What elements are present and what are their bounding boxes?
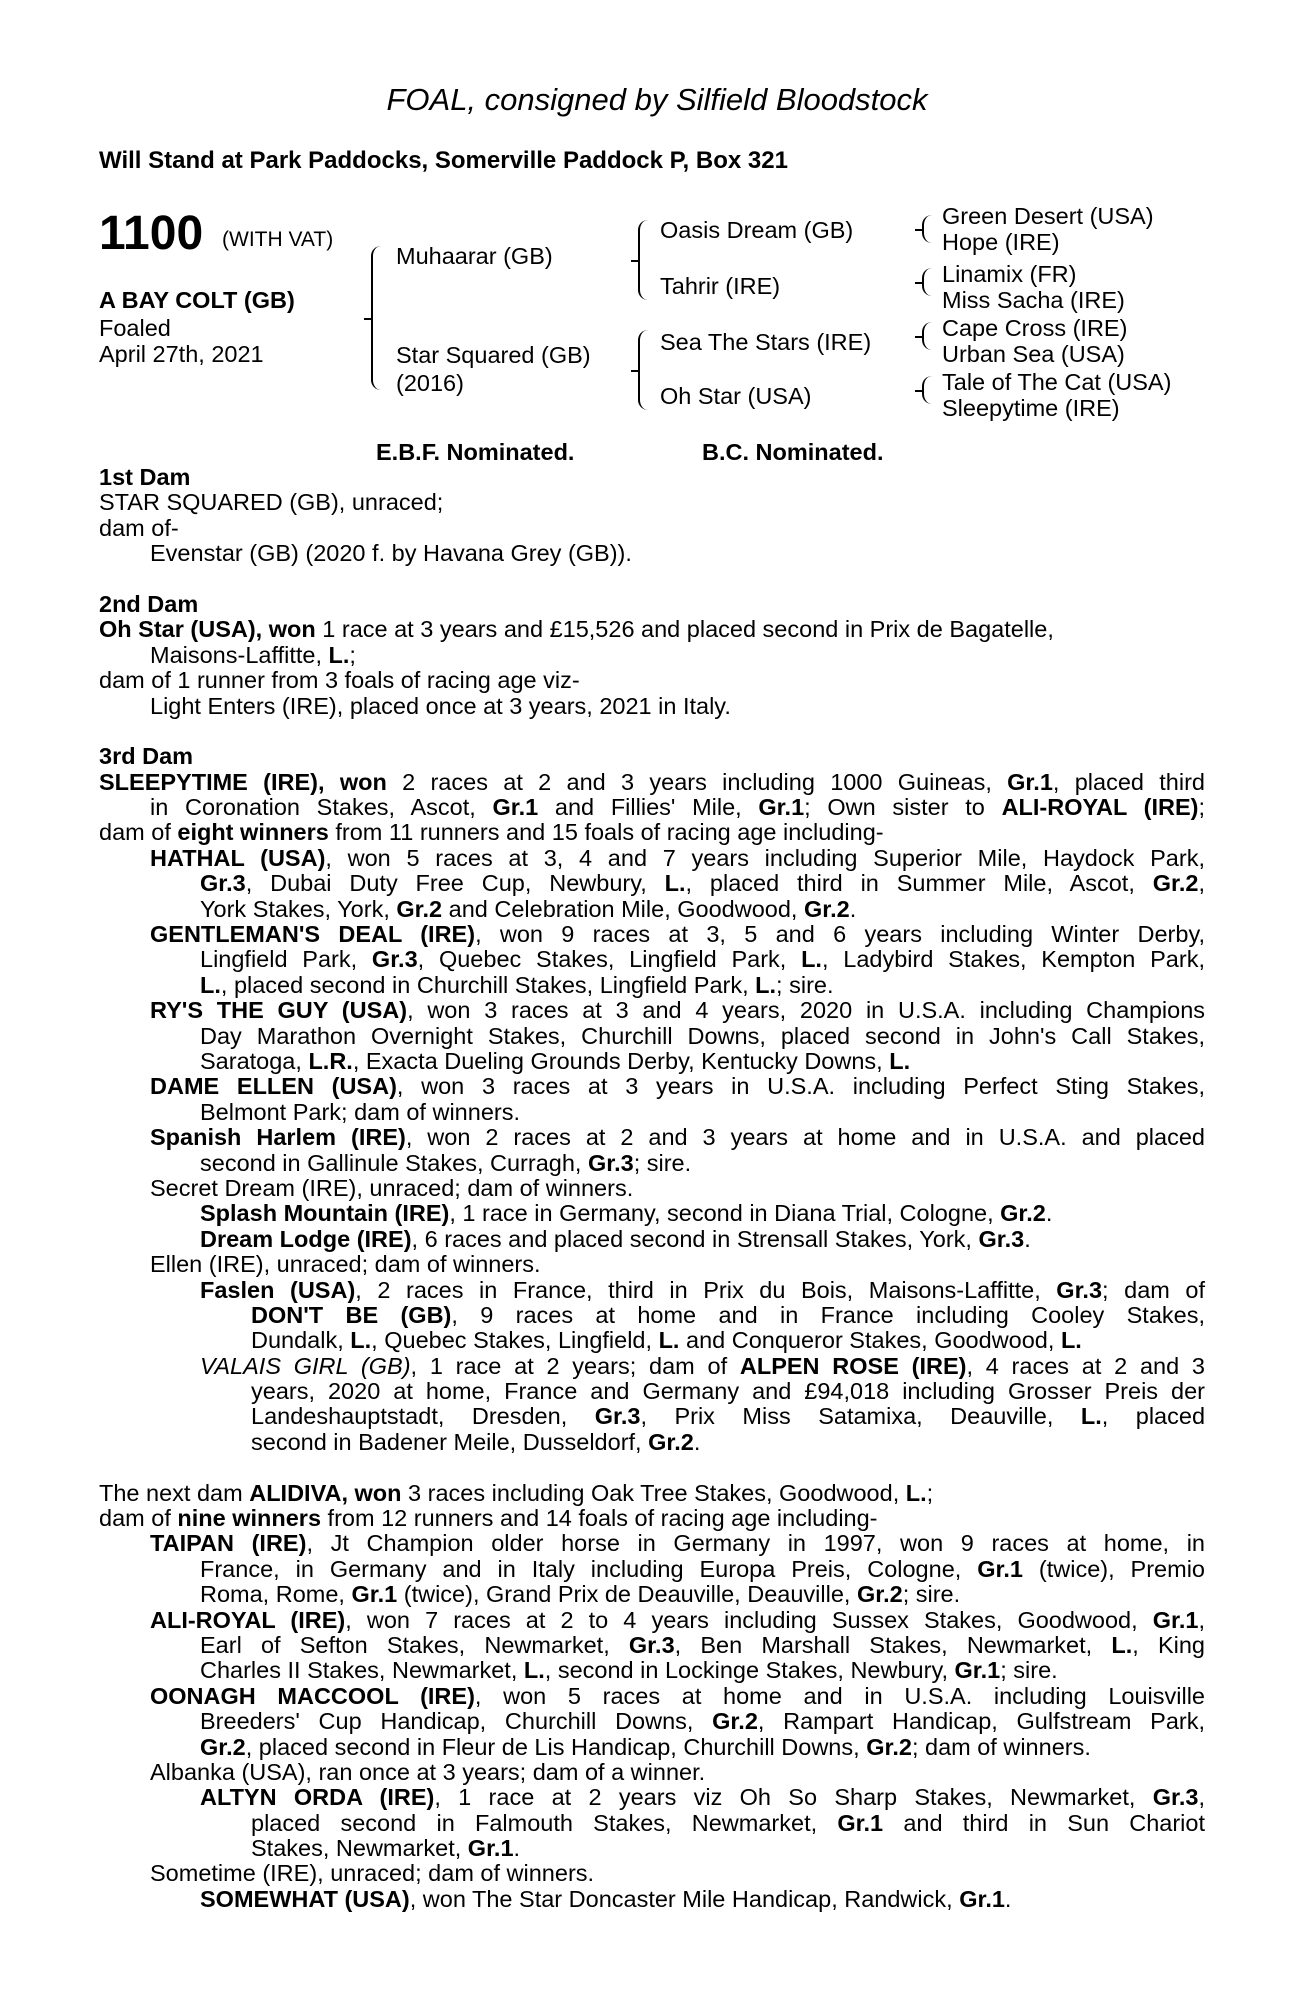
produce-entry: Gr.3, Dubai Duty Free Cup, Newbury, L., placed third in Summer Mile, Ascot, Gr.2, <box>200 870 1205 897</box>
produce-entry: L., placed second in Churchill Stakes, Lingfield Park, L.; sire. <box>200 971 834 998</box>
produce-entry: Day Marathon Overnight Stakes, Churchill Downs, placed second in John's Call Stakes, <box>200 1022 1205 1049</box>
produce-entry: ALTYN ORDA (IRE), 1 race at 2 years viz Oh So Sharp Stakes, Newmarket, Gr.3, <box>200 1784 1205 1811</box>
second-dam-line: Oh Star (USA), won 1 race at 3 years and £15,526 and placed second in Prix de Bagatelle, <box>99 616 1054 643</box>
catalogue-body <box>99 465 1205 1912</box>
produce-entry: Saratoga, L.R., Exacta Dueling Grounds Derby, Kentucky Downs, L. <box>200 1047 911 1074</box>
produce-entry: Belmont Park; dam of winners. <box>200 1098 520 1125</box>
lot-name: A BAY COLT (GB) <box>99 287 295 313</box>
produce-entry: TAIPAN (IRE), Jt Champion older horse in Germany in 1997, won 9 races at home, in <box>150 1530 1205 1557</box>
pedigree-sire-dam: Tahrir (IRE) <box>660 273 781 299</box>
produce-entry: Roma, Rome, Gr.1 (twice), Grand Prix de Deauville, Deauville, Gr.2; sire. <box>200 1581 961 1608</box>
pedigree-dam: Star Squared (GB) <box>396 342 591 368</box>
produce-entry: York Stakes, York, Gr.2 and Celebration Mile, Goodwood, Gr.2. <box>200 895 857 922</box>
second-dam-heading: 2nd Dam <box>99 590 199 617</box>
produce-entry: ALI-ROYAL (IRE), won 7 races at 2 to 4 years including Sussex Stakes, Goodwood, Gr.1, <box>150 1606 1205 1633</box>
lot-number: 1100 <box>99 207 204 260</box>
next-dam-line: dam of nine winners from 12 runners and 14 foals of racing age including- <box>99 1505 878 1532</box>
first-dam-produce: Evenstar (GB) (2020 f. by Havana Grey (GB)). <box>150 540 632 567</box>
produce-entry: second in Gallinule Stakes, Curragh, Gr.3; sire. <box>200 1149 692 1176</box>
produce-entry: placed second in Falmouth Stakes, Newmarket, Gr.1 and third in Sun Chariot <box>251 1809 1205 1836</box>
produce-entry: Earl of Sefton Stakes, Newmarket, Gr.3, Ben Marshall Stakes, Newmarket, L., King <box>200 1631 1205 1658</box>
pedigree-brace-ss <box>922 215 936 243</box>
produce-entry: Gr.2, placed second in Fleur de Lis Handicap, Churchill Downs, Gr.2; dam of winners. <box>200 1733 1091 1760</box>
produce-entry: SOMEWHAT (USA), won The Star Doncaster Mile Handicap, Randwick, Gr.1. <box>200 1885 1012 1912</box>
pedigree-dds: Tale of The Cat (USA) <box>942 369 1172 395</box>
third-dam-line: dam of eight winners from 11 runners and 15 foals of racing age including- <box>99 819 884 846</box>
vat-note: (WITH VAT) <box>222 228 334 251</box>
pedigree-ssd: Hope (IRE) <box>942 229 1060 255</box>
pedigree-sss: Green Desert (USA) <box>942 203 1154 229</box>
second-dam-produce: Light Enters (IRE), placed once at 3 years, 2021 in Italy. <box>150 692 731 719</box>
pedigree-dam-sire: Sea The Stars (IRE) <box>660 329 872 355</box>
next-dam-line: The next dam ALIDIVA, won 3 races including Oak Tree Stakes, Goodwood, L.; <box>99 1479 934 1506</box>
third-dam-line: SLEEPYTIME (IRE), won 2 races at 2 and 3 years including 1000 Guineas, Gr.1, placed third <box>99 768 1205 795</box>
produce-entry: Ellen (IRE), unraced; dam of winners. <box>150 1251 541 1278</box>
produce-entry: Dream Lodge (IRE), 6 races and placed second in Strensall Stakes, York, Gr.3. <box>200 1225 1031 1252</box>
second-dam-line: dam of 1 runner from 3 foals of racing age viz- <box>99 667 580 694</box>
produce-entry: Splash Mountain (IRE), 1 race in Germany, second in Diana Trial, Cologne, Gr.2. <box>200 1200 1053 1227</box>
pedigree-dam-year: (2016) <box>396 370 464 396</box>
pedigree-brace-dam <box>638 330 652 410</box>
produce-entry: Charles II Stakes, Newmarket, L., second in Lockinge Stakes, Newbury, Gr.1; sire. <box>200 1657 1058 1684</box>
pedigree-sire: Muhaarar (GB) <box>396 243 553 269</box>
pedigree-sds: Linamix (FR) <box>942 261 1077 287</box>
produce-entry: DON'T BE (GB), 9 races at home and in France including Cooley Stakes, <box>251 1301 1205 1328</box>
produce-entry: Dundalk, L., Quebec Stakes, Lingfield, L. and Conqueror Stakes, Goodwood, L. <box>251 1327 1082 1354</box>
first-dam-heading: 1st Dam <box>99 464 191 490</box>
pedigree-brace-ds <box>922 322 936 350</box>
first-dam-line: dam of- <box>99 514 179 541</box>
produce-entry: Sometime (IRE), unraced; dam of winners. <box>150 1860 595 1887</box>
pedigree-dsd: Urban Sea (USA) <box>942 341 1125 367</box>
produce-entry: years, 2020 at home, France and Germany and £94,018 including Grosser Preis der <box>251 1378 1205 1405</box>
produce-entry: Spanish Harlem (IRE), won 2 races at 2 and 3 years at home and in U.S.A. and placed <box>150 1124 1205 1151</box>
pedigree-ddd: Sleepytime (IRE) <box>942 395 1120 421</box>
pedigree-brace-sire <box>638 220 652 300</box>
produce-entry: HATHAL (USA), won 5 races at 3, 4 and 7 years including Superior Mile, Haydock Park, <box>150 844 1205 871</box>
pedigree-dam-dam: Oh Star (USA) <box>660 383 812 409</box>
pedigree-dss: Cape Cross (IRE) <box>942 315 1128 341</box>
pedigree-brace-main <box>371 246 385 390</box>
consignor-title: FOAL, consigned by Silfield Bloodstock <box>386 82 928 117</box>
produce-entry: Stakes, Newmarket, Gr.1. <box>251 1835 521 1862</box>
produce-entry: OONAGH MACCOOL (IRE), won 5 races at home and in U.S.A. including Louisville <box>150 1682 1205 1709</box>
pedigree-brace-dd <box>922 376 936 404</box>
ebf-nomination: E.B.F. Nominated. <box>376 439 575 465</box>
pedigree-sdd: Miss Sacha (IRE) <box>942 287 1125 313</box>
produce-entry: Landeshauptstadt, Dresden, Gr.3, Prix Miss Satamixa, Deauville, L., placed <box>251 1403 1206 1430</box>
produce-entry: second in Badener Meile, Dusseldorf, Gr.2. <box>251 1428 701 1455</box>
produce-entry: Breeders' Cup Handicap, Churchill Downs, Gr.2, Rampart Handicap, Gulfstream Park, <box>200 1708 1205 1735</box>
produce-entry: Secret Dream (IRE), unraced; dam of winners. <box>150 1174 634 1201</box>
bc-nomination: B.C. Nominated. <box>702 439 884 465</box>
second-dam-line: Maisons-Laffitte, L.; <box>150 641 356 668</box>
first-dam-line: STAR SQUARED (GB), unraced; <box>99 489 444 516</box>
produce-entry: GENTLEMAN'S DEAL (IRE), won 9 races at 3, 5 and 6 years including Winter Derby, <box>150 921 1205 948</box>
produce-entry: VALAIS GIRL (GB), 1 race at 2 years; dam of ALPEN ROSE (IRE), 4 races at 2 and 3 <box>200 1352 1205 1379</box>
produce-entry: DAME ELLEN (USA), won 3 races at 3 years in U.S.A. including Perfect Sting Stakes, <box>150 1073 1206 1100</box>
pedigree-sire-sire: Oasis Dream (GB) <box>660 217 854 243</box>
pedigree-brace-sd <box>922 268 936 296</box>
third-dam-line: in Coronation Stakes, Ascot, Gr.1 and Fillies' Mile, Gr.1; Own sister to ALI-ROYAL (IRE); <box>150 794 1205 821</box>
produce-entry: Lingfield Park, Gr.3, Quebec Stakes, Lingfield Park, L., Ladybird Stakes, Kempton Park, <box>200 946 1205 973</box>
produce-entry: Albanka (USA), ran once at 3 years; dam of a winner. <box>150 1758 706 1785</box>
stand-location: Will Stand at Park Paddocks, Somerville Paddock P, Box 321 <box>99 147 788 174</box>
produce-entry: RY'S THE GUY (USA), won 3 races at 3 and 4 years, 2020 in U.S.A. including Champions <box>150 997 1206 1024</box>
produce-entry: France, in Germany and in Italy including Europa Preis, Cologne, Gr.1 (twice), Premio <box>200 1555 1205 1582</box>
produce-entry: Faslen (USA), 2 races in France, third in Prix du Bois, Maisons-Laffitte, Gr.3; dam of <box>200 1276 1205 1303</box>
foaled-label: Foaled <box>99 315 171 341</box>
third-dam-heading: 3rd Dam <box>99 743 194 770</box>
foaled-date: April 27th, 2021 <box>99 341 264 367</box>
